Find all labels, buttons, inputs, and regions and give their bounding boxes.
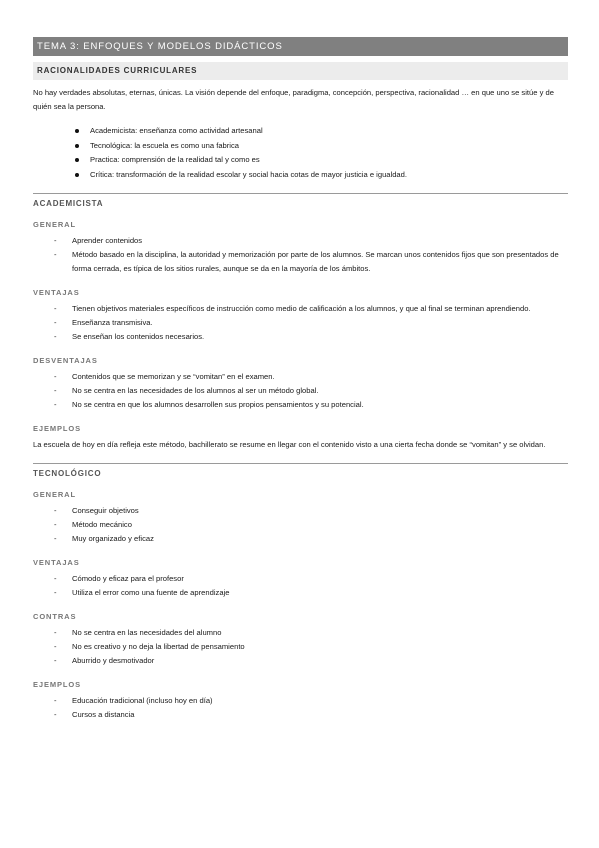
ventajas-list xyxy=(33,572,568,600)
subheading-contras: CONTRAS xyxy=(33,612,77,622)
list-item: - No se centra en las necesidades del alumno xyxy=(72,626,568,640)
document-page xyxy=(33,37,568,722)
list-item: - No se centra en las necesidades de los alumnos al ser un método global. xyxy=(72,384,568,398)
section-heading-tecnologico: TECNOLÓGICO xyxy=(33,463,568,478)
list-item: - Enseñanza transmisiva. xyxy=(72,316,568,330)
list-item: Crítica: transformación de la realidad escolar y social hacia cotas de mayor justicia e igualdad. xyxy=(90,168,568,183)
list-item: - Aburrido y desmotivador xyxy=(72,654,568,668)
subheading-ejemplos: EJEMPLOS xyxy=(33,424,82,434)
list-item: - Utiliza el error como una fuente de aprendizaje xyxy=(72,586,568,600)
contras-list xyxy=(33,626,568,668)
desventajas-list xyxy=(33,370,568,412)
list-item: Academicista: enseñanza como actividad artesanal xyxy=(90,124,568,139)
list-item: - Cómodo y eficaz para el profesor xyxy=(72,572,568,586)
subheading-general: GENERAL xyxy=(33,490,76,500)
rationality-list xyxy=(33,124,568,182)
list-item: - Cursos a distancia xyxy=(72,708,568,722)
section-subtitle: RACIONALIDADES CURRICULARES xyxy=(33,62,568,80)
subheading-ejemplos: EJEMPLOS xyxy=(33,680,82,690)
list-item: - Método basado en la disciplina, la autoridad y memorización por parte de los alumnos. Se marcan unos contenidos fijos que son presentados de forma cerrada, es típica de los sitios rurales, aunque se da en la mayoría de los ámbitos. xyxy=(72,248,568,276)
list-item: Tecnológica: la escuela es como una fabrica xyxy=(90,139,568,154)
ejemplos-paragraph: La escuela de hoy en día refleja este método, bachillerato se resume en llegar con el contenido visto a una cierta fecha donde se “vomitan” y se olvidan. xyxy=(33,440,546,450)
section-heading-academicista: ACADEMICISTA xyxy=(33,193,568,208)
ejemplos-list xyxy=(33,694,568,722)
subheading-desventajas: DESVENTAJAS xyxy=(33,356,98,366)
subheading-ventajas: VENTAJAS xyxy=(33,288,80,298)
general-list xyxy=(33,234,568,276)
list-item: - Conseguir objetivos xyxy=(72,504,568,518)
list-item: - Contenidos que se memorizan y se “vomitan” en el examen. xyxy=(72,370,568,384)
list-item: - Método mecánico xyxy=(72,518,568,532)
list-item: - Educación tradicional (incluso hoy en día) xyxy=(72,694,568,708)
list-item: - Muy organizado y eficaz xyxy=(72,532,568,546)
list-item: - No es creativo y no deja la libertad de pensamiento xyxy=(72,640,568,654)
ventajas-list xyxy=(33,302,568,344)
list-item: - Tienen objetivos materiales específicos de instrucción como medio de calificación a los alumnos, y que al final se terminan aprendiendo. xyxy=(72,302,568,316)
subheading-ventajas: VENTAJAS xyxy=(33,558,80,568)
chapter-title: TEMA 3: ENFOQUES Y MODELOS DIDÁCTICOS xyxy=(33,37,568,56)
list-item: - No se centra en que los alumnos desarrollen sus propios pensamientos y su potencial. xyxy=(72,398,568,412)
list-item: - Se enseñan los contenidos necesarios. xyxy=(72,330,568,344)
intro-paragraph: No hay verdades absolutas, eternas, únicas. La visión depende del enfoque, paradigma, concepción, perspectiva, racionalidad … en que uno se sitúe y de quién sea la persona. xyxy=(33,88,554,111)
general-list xyxy=(33,504,568,546)
list-item: - Aprender contenidos xyxy=(72,234,568,248)
list-item: Practica: comprensión de la realidad tal y como es xyxy=(90,153,568,168)
subheading-general: GENERAL xyxy=(33,220,76,230)
